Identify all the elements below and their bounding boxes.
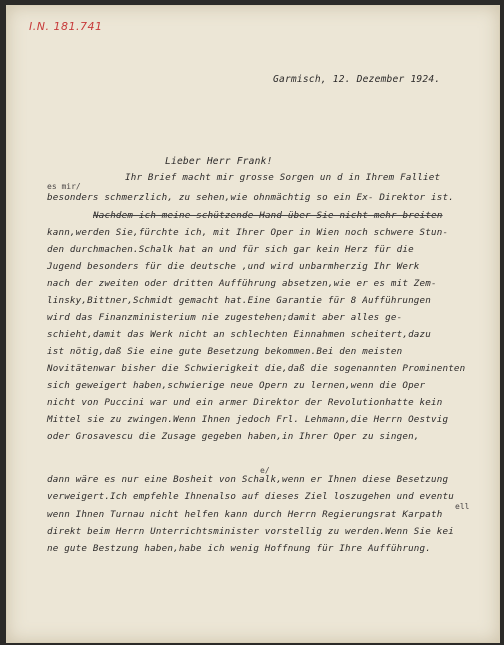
letter-line: den durchmachen.Schalk hat an und für sich gar kein Herz für die	[47, 244, 414, 255]
archive-number: I.N. 181.741	[29, 20, 103, 33]
letter-line: oder Grosavescu die Zusage gegeben haben,in Ihrer Oper zu singen,	[47, 431, 420, 442]
letter-line: Ihr Brief macht mir grosse Sorgen un d in Ihrem Falliet	[125, 172, 441, 183]
letter-line: wird das Finanzministerium nie zugestehen;damit aber alles ge-	[47, 312, 403, 323]
letter-line: kann,werden Sie,fürchte ich, mit Ihrer Oper in Wien noch schwere Stun-	[47, 227, 449, 238]
letter-line: schieht,damit das Werk nicht an schlechten Einnahmen scheitert,dazu	[47, 329, 431, 340]
letter-line: ist nötig,daß Sie eine gute Besetzung bekommen.Bei den meisten	[47, 346, 403, 357]
insert-mark: e/	[260, 466, 270, 475]
letter-line-text: Nachdem ich meine schützende Hand über Sie nicht mehr breiten	[93, 210, 443, 221]
margin-correction: es mir/	[47, 182, 81, 191]
letter-line: dann wäre es nur eine Bosheit von Schalk,wenn er Ihnen diese Besetzung	[47, 474, 449, 485]
letter-line: besonders schmerzlich, zu sehen,wie ohnmächtig so ein Ex- Direktor ist.	[47, 192, 454, 203]
letter-line: Jugend besonders für die deutsche ,und wird unbarmherzig Ihr Werk	[47, 261, 420, 272]
letter-line: verweigert.Ich empfehle Ihnenalso auf dieses Ziel loszugehen und eventu	[47, 491, 454, 502]
letter-date: Garmisch, 12. Dezember 1924.	[273, 74, 441, 85]
letter-line: Mittel sie zu zwingen.Wenn Ihnen jedoch Frl. Lehmann,die Herrn Oestvig	[47, 414, 449, 425]
letter-line: nicht von Puccini war und ein armer Direktor der Revolutionhatte kein	[47, 397, 443, 408]
letter-salutation: Lieber Herr Frank!	[165, 156, 273, 167]
insert-mark: ell	[455, 502, 470, 511]
letter-line: direkt beim Herrn Unterrichtsminister vorstellig zu werden.Wenn Sie kei	[47, 526, 454, 537]
letter-page	[6, 5, 500, 643]
letter-line: wenn Ihnen Turnau nicht helfen kann durch Herrn Regierungsrat Karpath	[47, 509, 443, 520]
letter-line	[93, 210, 443, 222]
letter-line: nach der zweiten oder dritten Aufführung absetzen,wie er es mit Zem-	[47, 278, 437, 289]
letter-line: linsky,Bittner,Schmidt gemacht hat.Eine Garantie für 8 Aufführungen	[47, 295, 431, 306]
letter-line: Novitätenwar bisher die Schwierigkeit die,daß die sogenannten Prominenten	[47, 363, 466, 374]
letter-line: sich geweigert haben,schwierige neue Opern zu lernen,wenn die Oper	[47, 380, 426, 391]
letter-line: ne gute Bestzung haben,habe ich wenig Hoffnung für Ihre Aufführung.	[47, 543, 431, 554]
